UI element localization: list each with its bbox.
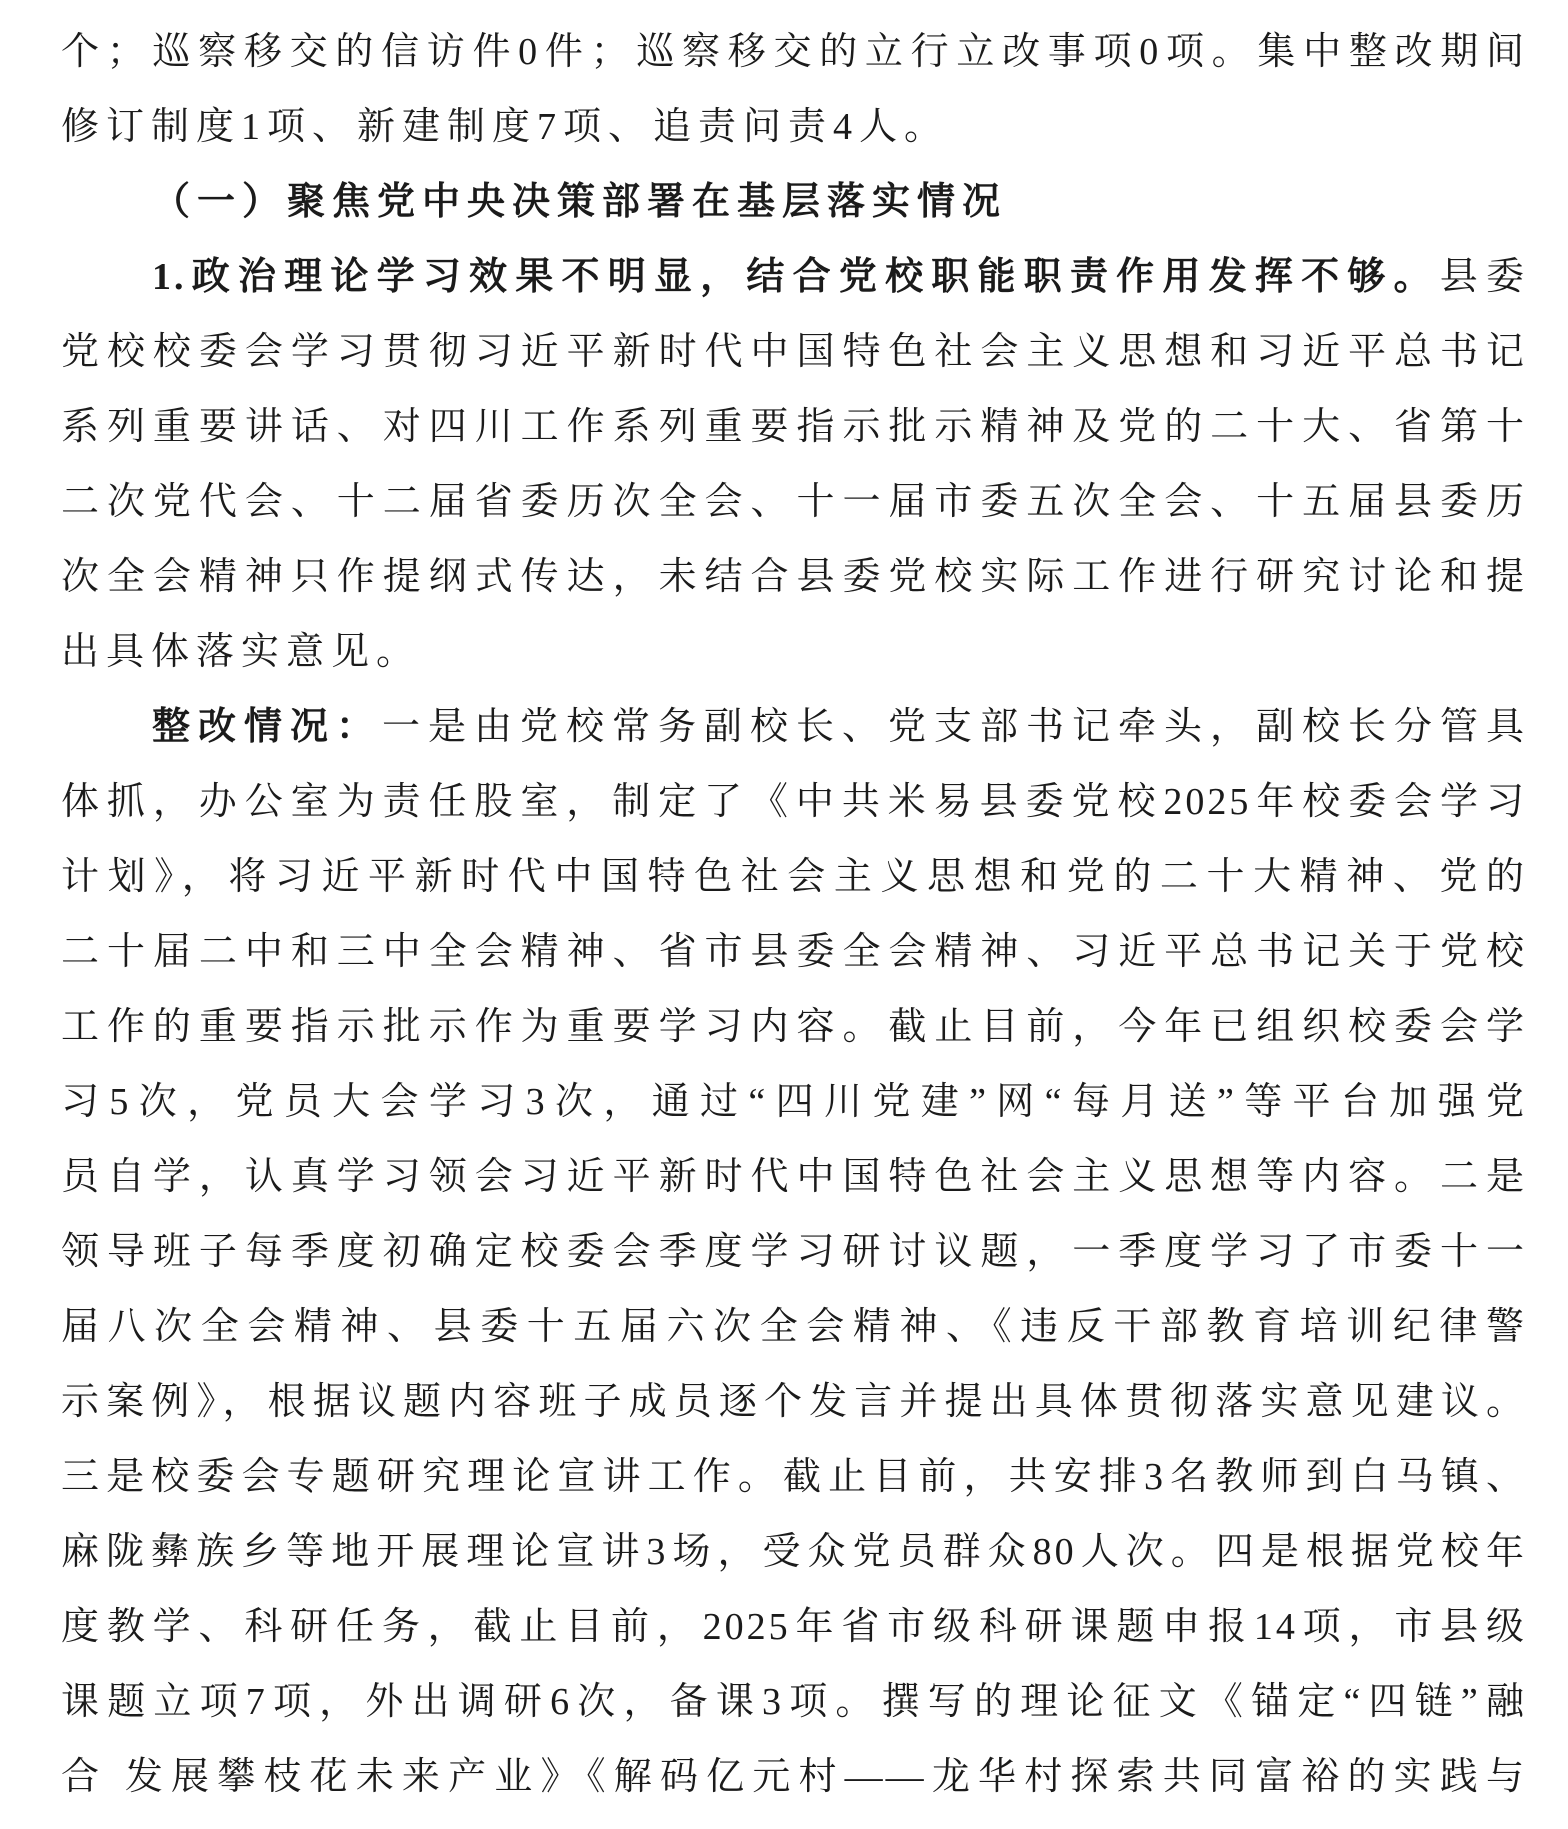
text-line: 修订制度1项、新建制度7项、追责问责4人。 [61,106,950,148]
text-line: 度教学、科研任务，截止目前，2025年省市级科研课题申报14项，市县级 [61,1606,1527,1648]
text-line: 工作的重要指示批示作为重要学习内容。截止目前，今年已组织校委会学 [61,1006,1527,1048]
text-segment: 县委 [1439,256,1527,298]
text-line: 课题立项7项，外出调研6次，备课3项。撰写的理论征文《锚定“四链”融 [61,1681,1527,1723]
text-line: 示案例》，根据议题内容班子成员逐个发言并提出具体贯彻落实意见建议。 [61,1381,1527,1423]
text-line: 届八次全会精神、县委十五届六次全会精神、《违反干部教育培训纪律警 [61,1306,1527,1348]
text-line: 体抓，办公室为责任股室，制定了《中共米易县委党校2025年校委会学习 [61,781,1527,823]
text-line [61,690,1527,765]
rectification-label: 整改情况： [152,706,382,748]
text-line: 次全会精神只作提纲式传达，未结合县委党校实际工作进行研究讨论和提 [61,556,1527,598]
text-line: 二十届二中和三中全会精神、省市县委全会精神、习近平总书记关于党校 [61,931,1527,973]
text-segment: 一是由党校常务副校长、党支部书记牵头，副校长分管具 [382,706,1527,748]
text-line: 二次党代会、十二届省委历次全会、十一届市委五次全会、十五届县委历 [61,481,1527,523]
text-line: 党校校委会学习贯彻习近平新时代中国特色社会主义思想和习近平总书记 [61,331,1527,373]
text-line: 员自学，认真学习领会习近平新时代中国特色社会主义思想等内容。二是 [61,1156,1527,1198]
text-line: 计划》，将习近平新时代中国特色社会主义思想和党的二十大精神、党的 [61,856,1527,898]
text-line [61,240,1527,315]
section-heading: （一）聚焦党中央决策部署在基层落实情况 [152,181,1008,223]
issue-heading: 1.政治理论学习效果不明显，结合党校职能职责作用发挥不够。 [152,256,1440,298]
text-line: 合 发展攀枝花未来产业》《解码亿元村——龙华村探索共同富裕的实践与 [61,1756,1527,1798]
text-line: 麻陇彝族乡等地开展理论宣讲3场，受众党员群众80人次。四是根据党校年 [61,1531,1527,1573]
text-line: 系列重要讲话、对四川工作系列重要指示批示精神及党的二十大、省第十 [61,406,1527,448]
text-line: 三是校委会专题研究理论宣讲工作。截止目前，共安排3名教师到白马镇、 [61,1456,1527,1498]
text-line: 领导班子每季度初确定校委会季度学习研讨议题，一季度学习了市委十一 [61,1231,1527,1273]
document-page [61,15,1527,1815]
text-line: 习5次，党员大会学习3次，通过“四川党建”网“每月送”等平台加强党 [61,1081,1527,1123]
text-line: 个；巡察移交的信访件0件；巡察移交的立行立改事项0项。集中整改期间 [61,31,1527,73]
text-line: 出具体落实意见。 [61,631,422,673]
